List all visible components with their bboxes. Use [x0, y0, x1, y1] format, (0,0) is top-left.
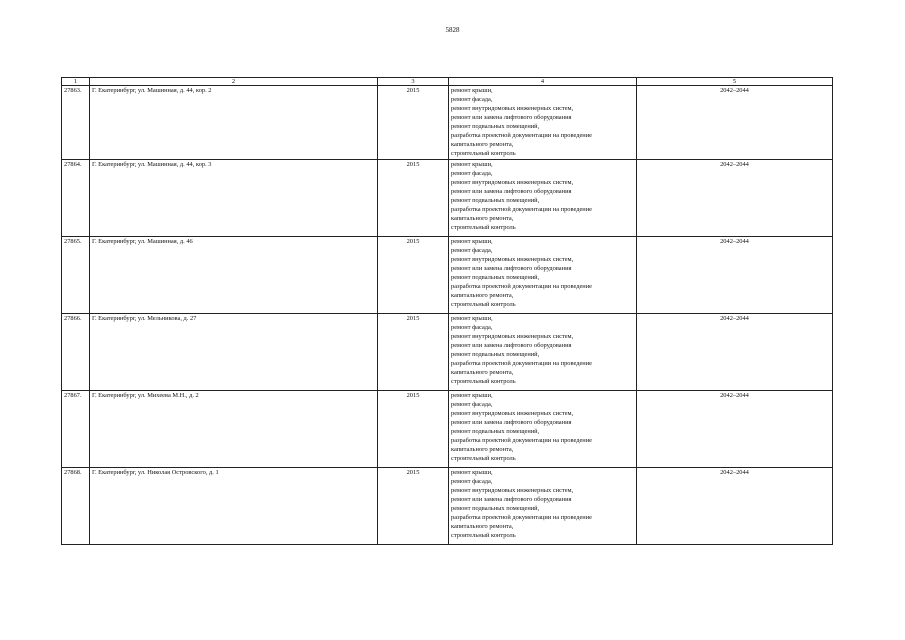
work-item: ремонт подвальных помещений,: [451, 351, 540, 359]
row-works: [449, 468, 637, 545]
repair-schedule-table: [61, 77, 833, 545]
work-item: ремонт внутридомовых инженерных систем,: [451, 179, 574, 187]
table-row: [62, 314, 833, 391]
work-item: строительный контроль: [451, 455, 516, 463]
row-period: 2042–2044: [637, 160, 833, 237]
row-number: 27868.: [62, 468, 90, 545]
row-number: 27866.: [62, 314, 90, 391]
header-col-4: 4: [449, 78, 637, 86]
row-year: 2015: [378, 237, 449, 314]
work-item: ремонт крыши,: [451, 238, 493, 245]
row-works: [449, 314, 637, 391]
work-item: ремонт или замена лифтового оборудования: [451, 342, 572, 350]
work-item: ремонт крыши,: [451, 161, 493, 168]
row-works: [449, 237, 637, 314]
work-item: ремонт подвальных помещений,: [451, 197, 540, 205]
table-row: [62, 160, 833, 237]
row-address: Г. Екатеринбург, ул. Машинная, д. 46: [90, 237, 378, 314]
work-item: строительный контроль: [451, 378, 516, 386]
work-item: ремонт или замена лифтового оборудования: [451, 419, 572, 427]
work-item: ремонт внутридомовых инженерных систем,: [451, 333, 574, 341]
work-item: капитального ремонта,: [451, 292, 514, 300]
row-period: 2042–2044: [637, 391, 833, 468]
table-row: [62, 86, 833, 160]
table-row: [62, 237, 833, 314]
header-col-3: 3: [378, 78, 449, 86]
work-item: ремонт крыши,: [451, 315, 493, 322]
work-item: ремонт крыши,: [451, 469, 493, 476]
work-item: ремонт фасада,: [451, 324, 493, 332]
row-year: 2015: [378, 314, 449, 391]
work-item: ремонт фасада,: [451, 247, 493, 255]
row-number: 27867.: [62, 391, 90, 468]
row-year: 2015: [378, 391, 449, 468]
row-address: Г. Екатеринбург, ул. Машинная, д. 44, кор. 2: [90, 86, 378, 160]
work-item: капитального ремонта,: [451, 446, 514, 454]
header-col-2: 2: [90, 78, 378, 86]
work-item: разработка проектной документации на проведение: [451, 437, 592, 445]
work-item: ремонт фасада,: [451, 401, 493, 409]
row-works: [449, 160, 637, 237]
work-item: ремонт или замена лифтового оборудования: [451, 496, 572, 504]
row-address: Г. Екатеринбург, ул. Михеева М.Н., д. 2: [90, 391, 378, 468]
work-item: ремонт фасада,: [451, 96, 493, 104]
work-item: разработка проектной документации на проведение: [451, 132, 592, 140]
row-period: 2042–2044: [637, 237, 833, 314]
row-number: 27865.: [62, 237, 90, 314]
work-item: строительный контроль: [451, 150, 516, 158]
work-item: строительный контроль: [451, 532, 516, 540]
work-item: ремонт подвальных помещений,: [451, 505, 540, 513]
table-row: [62, 468, 833, 545]
row-period: 2042–2044: [637, 314, 833, 391]
row-period: 2042–2044: [637, 468, 833, 545]
work-item: разработка проектной документации на проведение: [451, 206, 592, 214]
work-item: ремонт фасада,: [451, 478, 493, 486]
row-address: Г. Екатеринбург, ул. Николая Островского, д. 1: [90, 468, 378, 545]
work-item: ремонт внутридомовых инженерных систем,: [451, 256, 574, 264]
work-item: капитального ремонта,: [451, 215, 514, 223]
work-item: разработка проектной документации на проведение: [451, 514, 592, 522]
header-col-5: 5: [637, 78, 833, 86]
row-year: 2015: [378, 86, 449, 160]
row-address: Г. Екатеринбург, ул. Машинная, д. 44, кор. 3: [90, 160, 378, 237]
work-item: ремонт внутридомовых инженерных систем,: [451, 410, 574, 418]
work-item: ремонт крыши,: [451, 87, 493, 94]
row-works: [449, 86, 637, 160]
work-item: разработка проектной документации на проведение: [451, 283, 592, 291]
row-year: 2015: [378, 160, 449, 237]
row-address: Г. Екатеринбург, ул. Мельникова, д. 27: [90, 314, 378, 391]
header-col-1: 1: [62, 78, 90, 86]
work-item: ремонт или замена лифтового оборудования: [451, 188, 572, 196]
work-item: ремонт или замена лифтового оборудования: [451, 265, 572, 273]
header-row: [62, 78, 833, 86]
work-item: ремонт фасада,: [451, 170, 493, 178]
row-number: 27863.: [62, 86, 90, 160]
row-period: 2042–2044: [637, 86, 833, 160]
work-item: строительный контроль: [451, 224, 516, 232]
work-item: капитального ремонта,: [451, 523, 514, 531]
row-year: 2015: [378, 468, 449, 545]
table-body: [62, 86, 833, 545]
work-item: ремонт подвальных помещений,: [451, 123, 540, 131]
row-number: 27864.: [62, 160, 90, 237]
row-works: [449, 391, 637, 468]
work-item: строительный контроль: [451, 301, 516, 309]
work-item: ремонт крыши,: [451, 392, 493, 399]
work-item: ремонт внутридомовых инженерных систем,: [451, 105, 574, 113]
work-item: капитального ремонта,: [451, 141, 514, 149]
work-item: ремонт подвальных помещений,: [451, 428, 540, 436]
work-item: разработка проектной документации на проведение: [451, 360, 592, 368]
work-item: капитального ремонта,: [451, 369, 514, 377]
work-item: ремонт внутридомовых инженерных систем,: [451, 487, 574, 495]
table-row: [62, 391, 833, 468]
work-item: ремонт или замена лифтового оборудования: [451, 114, 572, 122]
work-item: ремонт подвальных помещений,: [451, 274, 540, 282]
page-number: 5828: [445, 26, 460, 34]
